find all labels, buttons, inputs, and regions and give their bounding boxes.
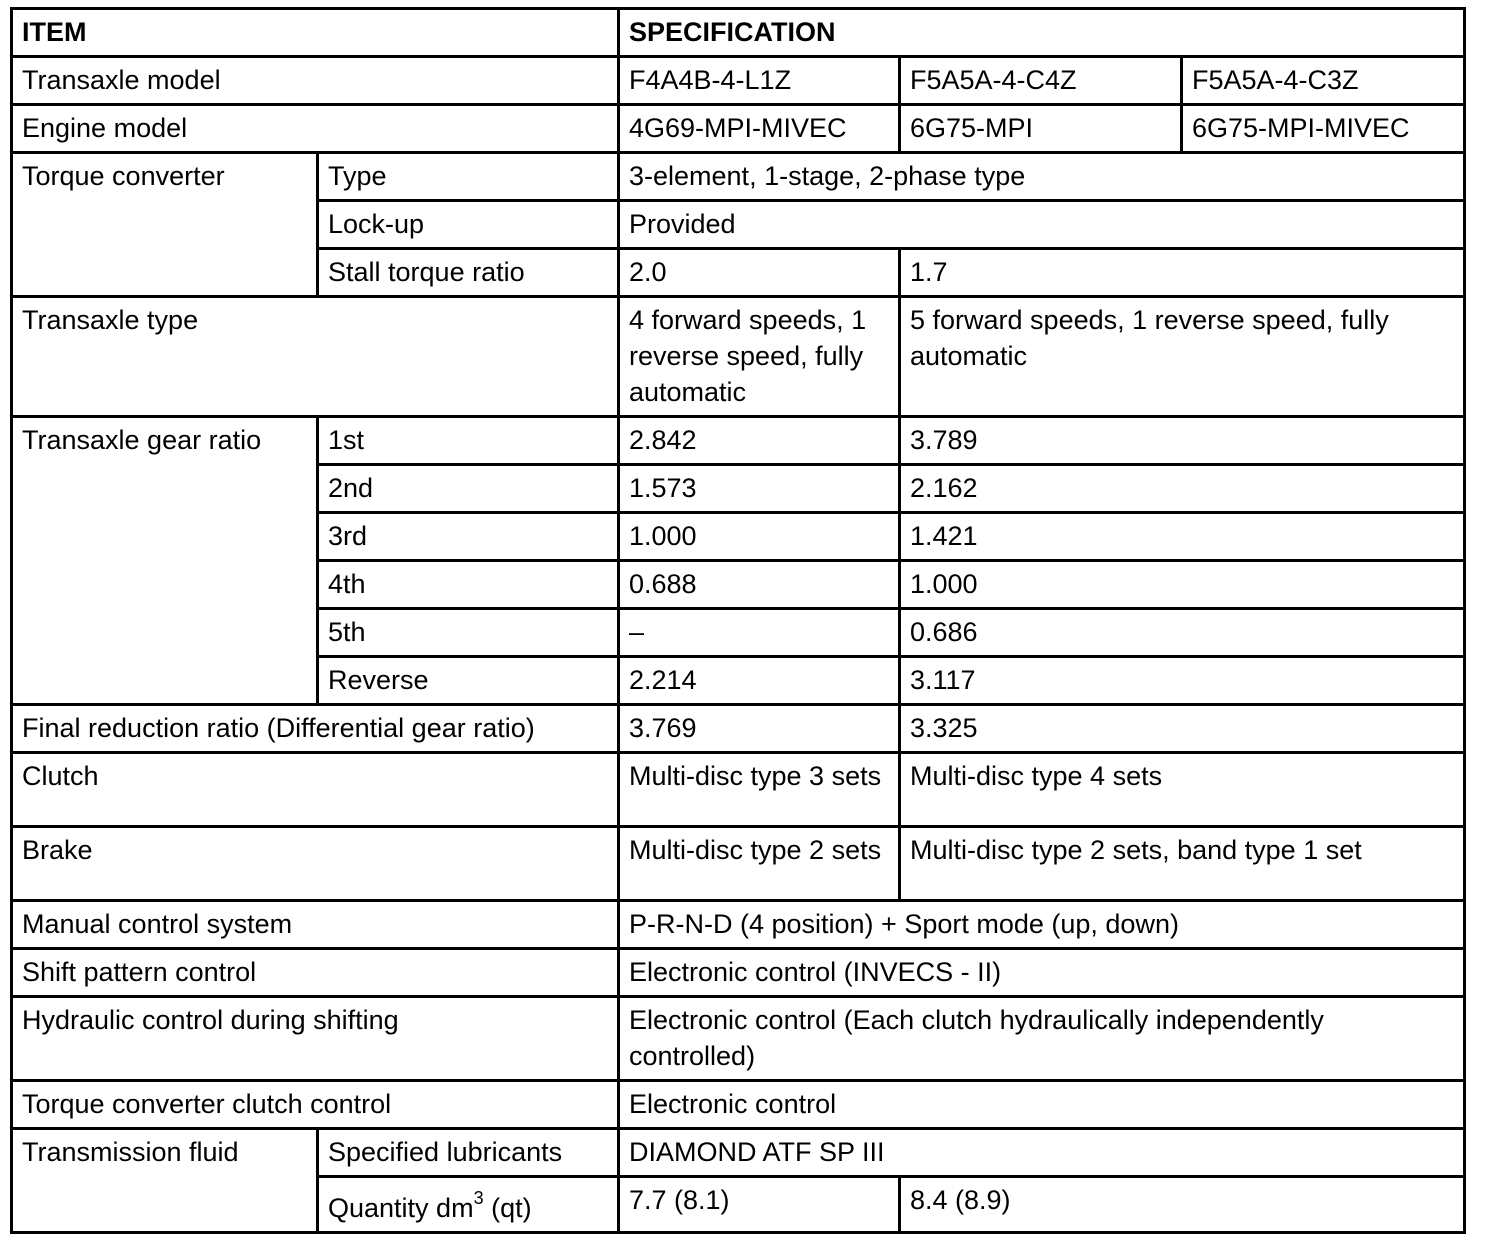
specification-table	[10, 7, 1466, 1234]
value-cell: Multi-disc type 2 sets	[619, 827, 900, 901]
row-label: Hydraulic control during shifting	[12, 997, 619, 1081]
tcc-control-row	[12, 1081, 1465, 1129]
value-cell: 2.214	[619, 657, 900, 705]
value-cell: Electronic control (INVECS - II)	[619, 949, 1465, 997]
value-cell: 3.117	[900, 657, 1465, 705]
value-cell: 3-element, 1-stage, 2-phase type	[619, 153, 1465, 201]
value-cell: P-R-N-D (4 position) + Sport mode (up, down)	[619, 901, 1465, 949]
sub-label: 1st	[318, 417, 619, 465]
row-label: Transmission fluid	[12, 1129, 318, 1233]
row-label: Shift pattern control	[12, 949, 619, 997]
clutch-row	[12, 753, 1465, 827]
value-cell: Multi-disc type 3 sets	[619, 753, 900, 827]
value-cell: Provided	[619, 201, 1465, 249]
value-cell: 3.325	[900, 705, 1465, 753]
value-cell: Electronic control	[619, 1081, 1465, 1129]
value-cell: 4 forward speeds, 1 reverse speed, fully automatic	[619, 297, 900, 417]
value-cell: Multi-disc type 4 sets	[900, 753, 1465, 827]
value-cell: 6G75-MPI	[900, 105, 1182, 153]
value-cell: DIAMOND ATF SP III	[619, 1129, 1465, 1177]
sub-label: Type	[318, 153, 619, 201]
row-label: Transaxle gear ratio	[12, 417, 318, 705]
value-cell: 3.789	[900, 417, 1465, 465]
quantity-label-unit: (qt)	[491, 1193, 532, 1223]
row-label: Transaxle model	[12, 57, 619, 105]
brake-row	[12, 827, 1465, 901]
gear-ratio-row	[12, 417, 1465, 465]
sub-label: Lock-up	[318, 201, 619, 249]
sub-label: 5th	[318, 609, 619, 657]
row-label: Clutch	[12, 753, 619, 827]
row-label: Brake	[12, 827, 619, 901]
transaxle-type-row	[12, 297, 1465, 417]
value-cell: 7.7 (8.1)	[619, 1177, 900, 1233]
sub-label	[318, 1177, 619, 1233]
value-cell: 4G69-MPI-MIVEC	[619, 105, 900, 153]
value-cell: 1.7	[900, 249, 1465, 297]
value-cell: Multi-disc type 2 sets, band type 1 set	[900, 827, 1465, 901]
row-label: Manual control system	[12, 901, 619, 949]
row-label: Final reduction ratio (Differential gear ratio)	[12, 705, 619, 753]
value-cell: 0.688	[619, 561, 900, 609]
row-label: Torque converter clutch control	[12, 1081, 619, 1129]
torque-converter-type-row	[12, 153, 1465, 201]
sub-label: 4th	[318, 561, 619, 609]
value-cell: 0.686	[900, 609, 1465, 657]
value-cell: F4A4B-4-L1Z	[619, 57, 900, 105]
sub-label: Specified lubricants	[318, 1129, 619, 1177]
value-cell: 1.421	[900, 513, 1465, 561]
row-label: Engine model	[12, 105, 619, 153]
sub-label: 2nd	[318, 465, 619, 513]
sub-label: 3rd	[318, 513, 619, 561]
row-label: Torque converter	[12, 153, 318, 297]
shift-pattern-row	[12, 949, 1465, 997]
value-cell: 3.769	[619, 705, 900, 753]
value-cell: 2.0	[619, 249, 900, 297]
specification-header: SPECIFICATION	[619, 9, 1465, 57]
value-cell: 1.000	[900, 561, 1465, 609]
engine-model-row	[12, 105, 1465, 153]
quantity-label-exponent: 3	[473, 1188, 484, 1208]
value-cell: 8.4 (8.9)	[900, 1177, 1465, 1233]
value-cell: 1.573	[619, 465, 900, 513]
value-cell: F5A5A-4-C4Z	[900, 57, 1182, 105]
lubricant-row	[12, 1129, 1465, 1177]
quantity-label-main: Quantity dm	[328, 1193, 474, 1223]
item-header: ITEM	[12, 9, 619, 57]
hydraulic-control-row	[12, 997, 1465, 1081]
value-cell: 5 forward speeds, 1 reverse speed, fully automatic	[900, 297, 1465, 417]
value-cell: 1.000	[619, 513, 900, 561]
value-cell: 2.162	[900, 465, 1465, 513]
sub-label: Reverse	[318, 657, 619, 705]
value-cell: F5A5A-4-C3Z	[1182, 57, 1465, 105]
manual-control-row	[12, 901, 1465, 949]
final-reduction-row	[12, 705, 1465, 753]
table-header-row	[12, 9, 1465, 57]
value-cell: –	[619, 609, 900, 657]
value-cell: 6G75-MPI-MIVEC	[1182, 105, 1465, 153]
value-cell: 2.842	[619, 417, 900, 465]
sub-label: Stall torque ratio	[318, 249, 619, 297]
value-cell: Electronic control (Each clutch hydraulically independently controlled)	[619, 997, 1465, 1081]
transaxle-model-row	[12, 57, 1465, 105]
row-label: Transaxle type	[12, 297, 619, 417]
